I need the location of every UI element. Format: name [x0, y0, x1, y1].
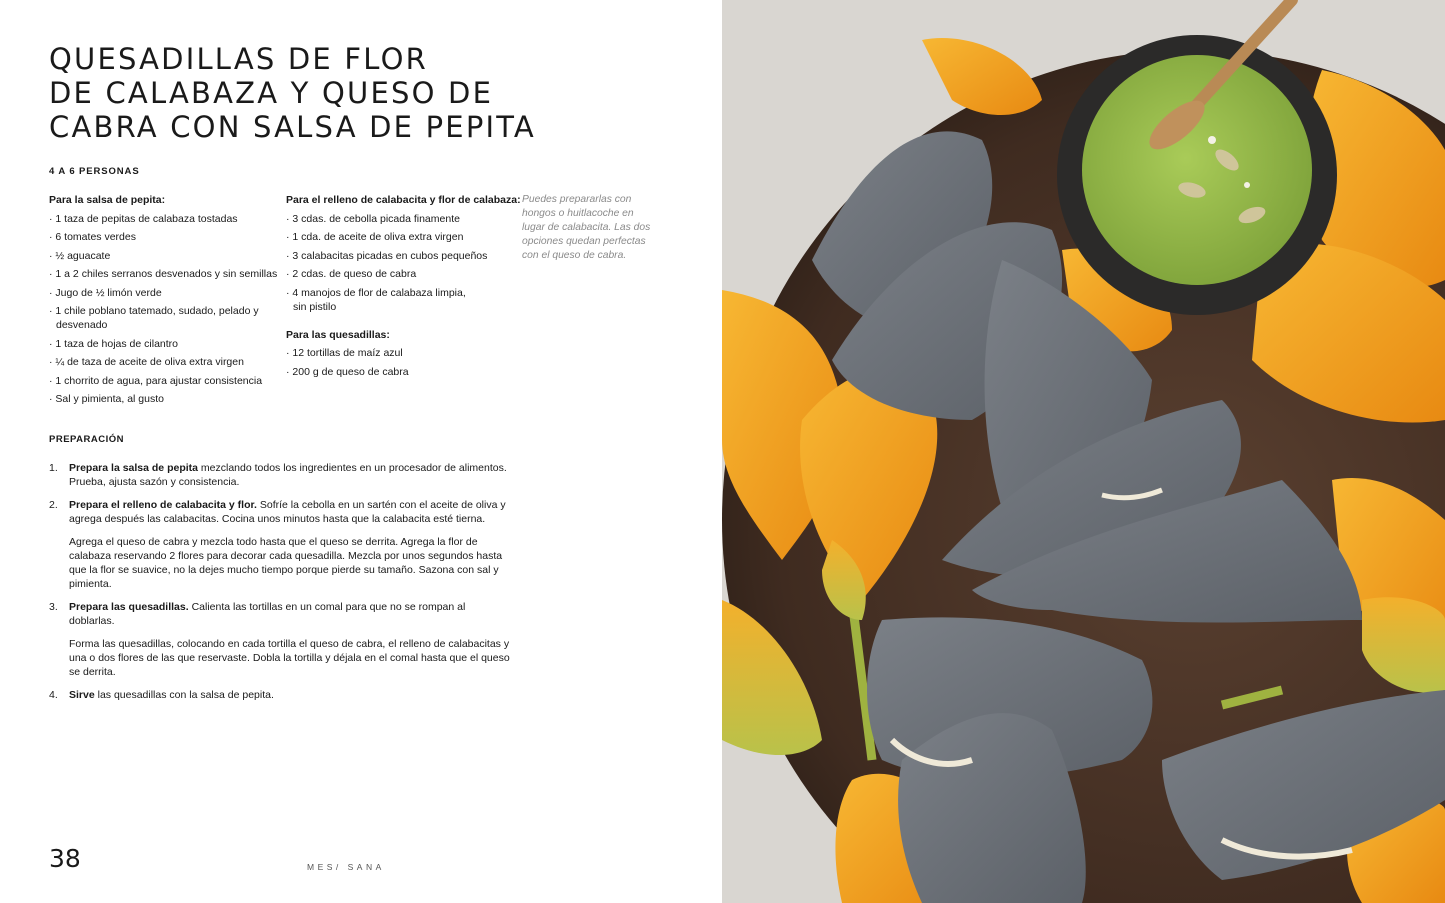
step-item	[49, 461, 511, 489]
step-number: 3.	[49, 601, 58, 613]
step-extra: Agrega el queso de cabra y mezcla todo hasta que el queso se derrita. Agrega la flor de calabaza reservando 2 flores para decorar cada quesadilla. Mezcla por unos segundos hasta que la flor se suavice, no la dejes mucho tiempo porque pierde su tamaño. Sazona con sal y pimienta.	[69, 536, 503, 590]
step-number: 1.	[49, 462, 58, 474]
ingredient-item: · 1 a 2 chiles serranos desvenados y sin semillas	[49, 267, 279, 281]
step-item	[49, 498, 511, 591]
step-extra: Forma las quesadillas, colocando en cada tortilla el queso de cabra, el relleno de calabacitas y una o dos flores de las que reservaste. Dobla la tortilla y déjala en el comal hasta que el queso se derrita.	[69, 638, 510, 678]
preparation-heading: PREPARACIÓN	[49, 434, 124, 445]
page-number: 38	[49, 844, 81, 873]
step-lead: Sirve	[69, 689, 95, 701]
step-text: Calienta las tortillas en un comal para que no se rompan al doblarlas.	[69, 601, 466, 627]
ingredients-column-1	[49, 193, 279, 411]
cheese-crumb	[1208, 136, 1216, 144]
footer-brand: MES/ SANA	[307, 862, 385, 872]
ingredient-item: · Jugo de ½ limón verde	[49, 286, 279, 300]
ingredient-item: · 1 taza de hojas de cilantro	[49, 337, 279, 351]
title-line: CABRA CON SALSA DE PEPITA	[49, 110, 536, 144]
quesadillas-illustration	[722, 0, 1445, 903]
ingredient-item: · ¼ de taza de aceite de oliva extra virgen	[49, 355, 279, 369]
ingredient-item: · 1 taza de pepitas de calabaza tostadas	[49, 212, 279, 226]
step-lead: Prepara las quesadillas.	[69, 601, 189, 613]
ingredient-item: · 3 cdas. de cebolla picada finamente	[286, 212, 516, 226]
relleno-heading: Para el relleno de calabacita y flor de calabaza:	[286, 194, 521, 206]
title-line: QUESADILLAS DE FLOR	[49, 42, 428, 76]
food-photo	[722, 0, 1445, 903]
ingredient-item: · 200 g de queso de cabra	[286, 365, 516, 379]
title-line: DE CALABAZA Y QUESO DE	[49, 76, 494, 110]
ingredient-item: · 1 chorrito de agua, para ajustar consistencia	[49, 374, 279, 388]
step-lead: Prepara el relleno de calabacita y flor.	[69, 499, 257, 511]
salsa	[1082, 55, 1312, 285]
ingredient-item: · 3 calabacitas picadas en cubos pequeños	[286, 249, 516, 263]
step-text: las quesadillas con la salsa de pepita.	[94, 689, 274, 701]
ingredient-item: · 6 tomates verdes	[49, 230, 279, 244]
cheese-crumb	[1244, 182, 1250, 188]
servings: 4 A 6 PERSONAS	[49, 166, 140, 177]
ingredient-item: · 4 manojos de flor de calabaza limpia, sin pistilo	[286, 286, 473, 314]
recipe-title	[49, 42, 569, 144]
step-item	[49, 688, 511, 702]
salsa-heading: Para la salsa de pepita:	[49, 194, 166, 206]
ingredient-item: · ½ aguacate	[49, 249, 279, 263]
step-item	[49, 600, 511, 679]
ingredient-item: · 12 tortillas de maíz azul	[286, 346, 516, 360]
ingredient-item: · 2 cdas. de queso de cabra	[286, 267, 516, 281]
step-number: 4.	[49, 689, 58, 701]
ingredients-column-2	[286, 193, 521, 383]
step-lead: Prepara la salsa de pepita	[69, 462, 198, 474]
step-text: mezclando todos los ingredientes en un procesador de alimentos. Prueba, ajusta sazón y consistencia.	[69, 462, 507, 488]
preparation-steps	[49, 461, 511, 711]
step-text: Sofríe la cebolla en un sartén con el aceite de oliva y agrega después las calabacitas. Cocina unos minutos hasta que la calabacita esté tierna.	[69, 499, 506, 525]
quesadillas-heading: Para las quesadillas:	[286, 328, 390, 341]
tip-note: Puedes prepararlas con hongos o huitlacoche en lugar de calabacita. Las dos opciones quedan perfectas con el queso de cabra.	[522, 194, 651, 261]
step-number: 2.	[49, 499, 58, 511]
ingredient-item: · Sal y pimienta, al gusto	[49, 392, 279, 406]
ingredient-item: · 1 chile poblano tatemado, sudado, pelado y desvenado	[49, 304, 279, 332]
recipe-page	[0, 0, 722, 903]
ingredient-item: · 1 cda. de aceite de oliva extra virgen	[286, 230, 516, 244]
